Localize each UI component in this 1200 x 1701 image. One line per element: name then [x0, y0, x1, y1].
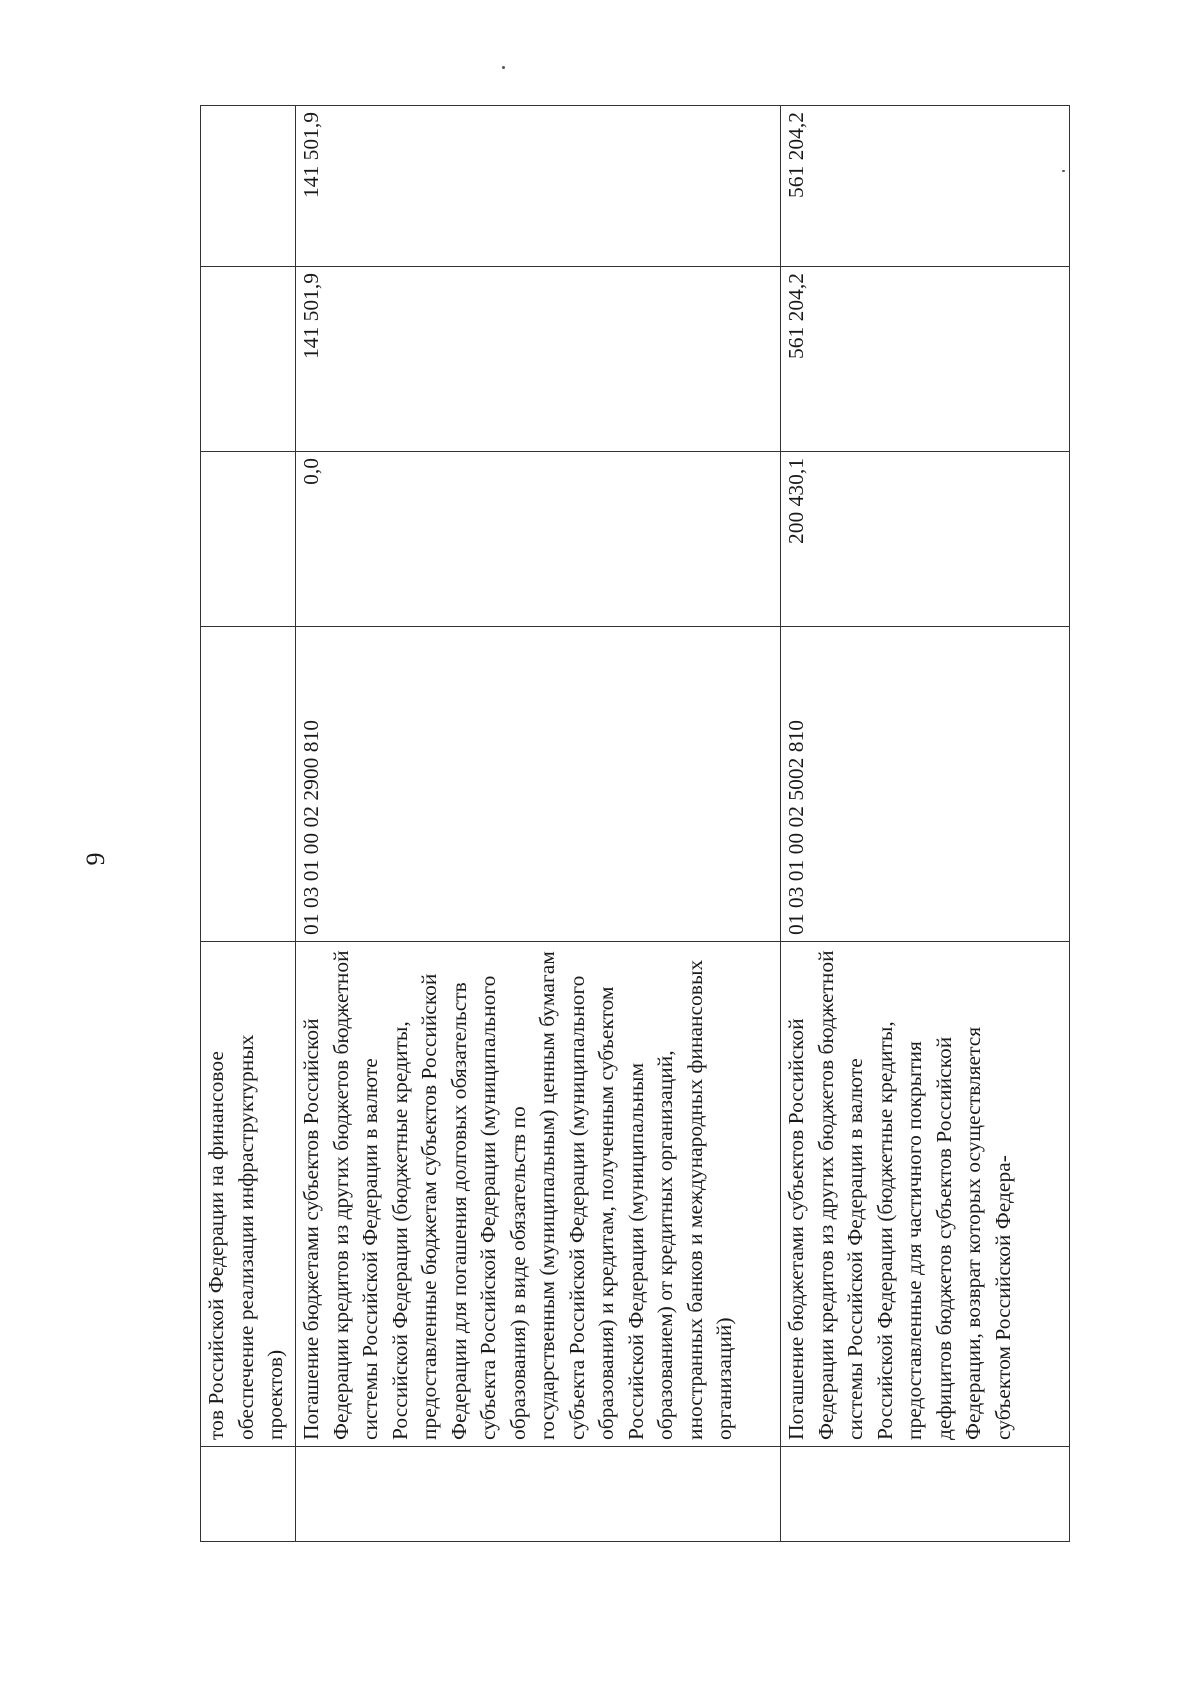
row-value-1-cell: 0,0: [296, 452, 781, 627]
scan-speck: [502, 66, 505, 69]
table-row: [296, 106, 781, 1542]
row-value-3-cell: 141 501,9: [296, 106, 781, 267]
row-value-3-cell: [201, 106, 296, 267]
row-value-2-cell: [201, 267, 296, 452]
row-name-cell: Погашение бюджетами субъектов Российской Федерации кредитов из других бюджетов бюджетной системы Российской Федерации в валюте Российской Федерации (бюджетные кредиты, предоставленные для частичного покрытия дефицитов бюджетов субъектов Российской Федерации, возврат которых осуществляется субъектом Российской Федера-: [781, 942, 1070, 1447]
row-value-1-cell: 200 430,1: [781, 452, 1070, 627]
row-code-cell: [201, 627, 296, 942]
budget-table-rotated: [200, 106, 1070, 1542]
table-row: [201, 106, 296, 1542]
budget-table-container: [200, 106, 1070, 1542]
row-value-2-cell: 561 204,2: [781, 267, 1070, 452]
empty-cell: [201, 1447, 296, 1542]
empty-cell: [781, 1447, 1070, 1542]
budget-table: [200, 105, 1070, 1542]
row-name-cell: Погашение бюджетами субъектов Российской Федерации кредитов из других бюджетов бюджетной системы Российской Федерации в валюте Российской Федерации (бюджетные кредиты, предоставленные бюджетам субъектов Российской Федерации для погашения долговых обязательств субъекта Российской Федерации (муниципального образования) в виде обязательств по государственным (муниципальным) ценным бумагам субъекта Российской Федерации (муниципального образования) и кредитам, полученным субъектом Российской Федерации (муниципальным образованием) от кредитных организаций, иностранных банков и международных финансовых организаций): [296, 942, 781, 1447]
page-number: 9: [81, 852, 110, 866]
empty-cell: [296, 1447, 781, 1542]
row-code-cell: 01 03 01 00 02 2900 810: [296, 627, 781, 942]
row-value-1-cell: [201, 452, 296, 627]
row-code-cell: 01 03 01 00 02 5002 810: [781, 627, 1070, 942]
row-value-3-cell: 561 204,2: [781, 106, 1070, 267]
row-value-2-cell: 141 501,9: [296, 267, 781, 452]
table-row: [781, 106, 1070, 1542]
row-name-cell: тов Российской Федерации на финансовое обеспечение реализации инфраструктурных проектов): [201, 942, 296, 1447]
